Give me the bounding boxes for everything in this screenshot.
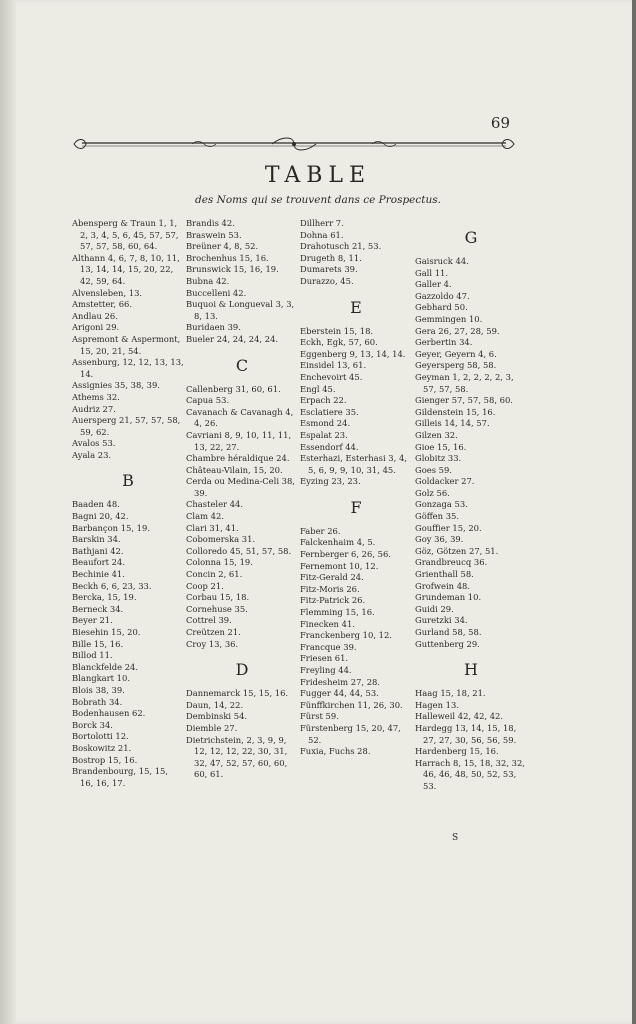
index-entry: Gonzaga 53. — [415, 499, 468, 510]
index-column-1 — [72, 218, 184, 789]
index-entry: Cavriani 8, 9, 10, 11, 11, 13, 22, 27. — [186, 429, 292, 452]
index-entry: Halleweil 42, 42, 42. — [415, 711, 504, 722]
index-entry: Boskowitz 21. — [72, 742, 132, 753]
index-entry: Gazzoldo 47. — [415, 290, 470, 301]
index-entry: Dannemarck 15, 15, 16. — [186, 688, 289, 699]
index-entry: Blangkart 10. — [72, 673, 130, 684]
index-entry: Guttenberg 29. — [415, 638, 480, 649]
index-entry: Gienger 57, 57, 58, 60. — [415, 395, 513, 406]
index-entry: Goy 36, 39. — [415, 534, 464, 545]
index-column-2 — [186, 218, 298, 781]
page-subtitle: des Noms qui se trouvent dans ce Prospectus. — [195, 194, 441, 206]
index-entry: Bortolotti 12. — [72, 731, 129, 742]
index-entry: Geyer, Geyern 4, 6. — [415, 348, 497, 359]
index-entry: Alvensleben, 13. — [72, 287, 143, 298]
index-entry: Grundeman 10. — [415, 592, 482, 603]
index-entry: Hardenberg 15, 16. — [415, 746, 499, 757]
index-entry: Faber 26. — [300, 525, 341, 536]
index-entry: Engl 45. — [300, 383, 336, 394]
index-entry: Harrach 8, 15, 18, 32, 32, 46, 46, 48, 50, 52, 53, 53. — [415, 757, 525, 791]
index-entry: Gurland 58, 58. — [415, 627, 482, 637]
index-entry: Eckh, Egk, 57, 60. — [300, 337, 378, 348]
index-entry: Baaden 48. — [72, 499, 120, 510]
index-entry: Drahotusch 21, 53. — [300, 241, 382, 252]
index-entry: Assenburg, 12, 12, 13, 13, 14. — [72, 357, 184, 379]
page-title: TABLE — [264, 163, 372, 188]
index-entry: Beyer 21. — [72, 615, 113, 626]
index-entry: Haag 15, 18, 21. — [415, 688, 486, 699]
index-entry: Grandbreucq 36. — [415, 557, 488, 568]
index-entry: Esclatiere 35. — [300, 406, 359, 417]
index-entry: Cottrel 39. — [186, 615, 232, 626]
index-entry: Beaufort 24. — [72, 557, 125, 568]
index-entry: Blois 38, 39. — [72, 684, 125, 695]
index-entry: Grienthall 58. — [415, 569, 474, 580]
index-entry: Fünffkirchen 11, 26, 30. — [300, 699, 403, 710]
index-entry: Gouffier 15, 20. — [415, 522, 482, 533]
index-entry: Gilleis 14, 14, 57. — [415, 418, 490, 429]
index-entry: Fuxia, Fuchs 28. — [300, 746, 371, 757]
index-entry: Bubna 42. — [186, 275, 230, 286]
index-entry: Golz 56. — [415, 487, 450, 498]
index-entry: Cerda ou Medina-Celi 38, 39. — [186, 476, 295, 498]
index-entry: Aspremont & Aspermont, 15, 20, 21, 54. — [72, 333, 181, 356]
index-entry: Enchevoirt 45. — [300, 371, 363, 382]
index-entry: Bechinie 41. — [72, 569, 125, 580]
index-entry: Fernemont 10, 12. — [300, 560, 379, 571]
index-entry: Creützen 21. — [186, 627, 241, 637]
index-entry: Gilzen 32. — [415, 429, 458, 440]
index-entry: Dembinski 54. — [186, 711, 248, 722]
index-entry: Essendorf 44. — [300, 441, 359, 452]
index-entry: Athems 32. — [72, 391, 120, 402]
index-entry: Erpach 22. — [300, 395, 347, 406]
index-entry: Flemming 15, 16. — [300, 607, 375, 618]
index-entry: Dumarets 39. — [300, 264, 358, 275]
index-entry: Bagni 20, 42. — [72, 511, 129, 522]
index-entry: Biesehin 15, 20. — [72, 627, 141, 637]
page-gutter — [0, 0, 16, 1024]
index-entry: Cobomerska 31. — [186, 534, 256, 545]
index-entry: Chasteler 44. — [186, 499, 244, 510]
index-entry: Fugger 44, 44, 53. — [300, 688, 379, 699]
index-entry: Brandis 42. — [186, 218, 235, 228]
index-entry: Clam 42. — [186, 511, 225, 522]
index-entry: Auersperg 21, 57, 57, 58, 59, 62. — [72, 415, 181, 437]
index-entry: Espalat 23. — [300, 429, 348, 440]
section-letter: E — [350, 297, 362, 317]
section-letter: D — [235, 660, 249, 680]
index-entry: Falckenhaim 4, 5. — [300, 537, 376, 548]
index-entry: Eyzing 23, 23. — [300, 476, 361, 487]
index-entry: Buridaen 39. — [186, 322, 241, 333]
index-entry: Galler 4. — [415, 279, 452, 290]
index-entry: Buccelleni 42. — [186, 287, 247, 298]
page-number: 69 — [490, 114, 510, 132]
index-entry: Cavanach & Cavanagh 4, 4, 26. — [186, 406, 294, 429]
index-entry: Goldacker 27. — [415, 476, 475, 487]
index-entry: Corbau 15, 18. — [186, 592, 250, 603]
index-entry: Breüner 4, 8, 52. — [186, 241, 259, 252]
index-entry: Guidi 29. — [415, 603, 454, 614]
index-entry: Capua 53. — [186, 395, 230, 406]
index-entry: Gaisruck 44. — [415, 256, 469, 266]
index-entry: Berneck 34. — [72, 603, 124, 614]
index-entry: Althann 4, 6, 7, 8, 10, 11, 13, 14, 14, 15, 20, 22, 42, 59, 64. — [72, 252, 180, 286]
section-letter: B — [122, 471, 134, 491]
index-entry: Francque 39. — [300, 641, 357, 652]
index-entry: Concin 2, 61. — [186, 569, 243, 580]
index-entry: Gerbertin 34. — [415, 337, 473, 348]
index-entry: Globitz 33. — [415, 453, 462, 464]
index-entry: Fridesheim 27, 28. — [300, 676, 381, 687]
index-entry: Brandenbourg, 15, 15, 16, 16, 17. — [72, 766, 169, 788]
index-entry: Bille 15, 16. — [72, 638, 124, 649]
index-column-3 — [300, 218, 412, 758]
index-entry: Eberstein 15, 18. — [300, 325, 374, 336]
index-entry: Billod 11. — [72, 650, 113, 661]
index-entry: Esterhazi, Esterhasi 3, 4, 5, 6, 9, 9, 10, 31, 45. — [300, 453, 407, 475]
index-entry: Friesen 61. — [300, 653, 349, 664]
index-entry: Fitz-Gerald 24. — [300, 572, 364, 583]
index-entry: Fitz-Moris 26. — [300, 583, 360, 594]
index-entry: Blanckfelde 24. — [72, 661, 139, 672]
index-entry: Bostrop 15, 16. — [72, 754, 138, 765]
index-entry: Dohna 61. — [300, 229, 344, 240]
index-entry: Hagen 13. — [415, 699, 459, 710]
index-column-4 — [415, 218, 527, 793]
index-entry: Geyman 1, 2, 2, 2, 2, 3, 57, 57, 58. — [415, 371, 514, 394]
index-entry: Fernberger 6, 26, 56. — [300, 549, 391, 560]
index-entry: Gebhard 50. — [415, 302, 468, 313]
index-entry: Beckh 6, 6, 23, 33. — [72, 580, 152, 591]
signature-mark: S — [452, 833, 459, 843]
index-entry: Buquoi & Longueval 3, 3, 8, 13. — [186, 299, 295, 321]
index-entry: Fürstenberg 15, 20, 47, 52. — [300, 722, 401, 745]
index-entry: Borck 34. — [72, 719, 113, 730]
index-entry: Finecken 41. — [300, 618, 355, 629]
index-entry: Bathjani 42. — [72, 545, 124, 556]
index-entry: Berckа, 15, 19. — [72, 592, 137, 603]
index-entry: Coop 21. — [186, 580, 224, 591]
section-letter: G — [464, 228, 478, 247]
index-entry: Cornehuse 35. — [186, 603, 248, 614]
index-entry: Audriz 27. — [72, 403, 116, 414]
index-entry: Gall 11. — [415, 267, 449, 278]
index-entry: Bueler 24, 24, 24, 24. — [186, 333, 279, 344]
index-entry: Diemble 27. — [186, 722, 238, 733]
index-entry: Amstetter, 66. — [72, 299, 133, 310]
index-entry: Gildenstein 15, 16. — [415, 406, 496, 417]
index-entry: Grofwein 48. — [415, 580, 471, 591]
index-entry: Colonna 15, 19. — [186, 557, 253, 568]
index-entry: Croy 13, 36. — [186, 638, 239, 649]
index-entry: Hardegg 13, 14, 15, 18, 27, 27, 30, 56, 56, 59. — [415, 722, 517, 745]
index-entry: Freyling 44. — [300, 665, 352, 675]
index-entry: Avalos 53. — [72, 438, 116, 449]
index-entry: Barskin 34. — [72, 534, 121, 545]
index-entry: Esmond 24. — [300, 418, 351, 429]
index-entry: Ayala 23. — [72, 449, 112, 460]
index-entry: Guretzki 34. — [415, 615, 468, 626]
index-entry: Arigoni 29. — [72, 322, 120, 333]
index-entry: Durazzo, 45. — [300, 275, 354, 286]
index-entry: Bodenhausen 62. — [72, 708, 146, 719]
index-entry: Gera 26, 27, 28, 59. — [415, 325, 500, 336]
ornamental-rule — [72, 134, 516, 154]
index-entry: Dietrichstein, 2, 3, 9, 9, 12, 12, 12, 22, 30, 31, 32, 47, 52, 57, 60, 60, 60, 61. — [186, 734, 288, 780]
index-entry: Gioe 15, 16. — [415, 441, 467, 452]
index-entry: Assignies 35, 38, 39. — [72, 380, 160, 391]
index-entry: Fitz-Patrick 26. — [300, 595, 366, 606]
index-entry: Chambre héraldique 24. — [186, 453, 290, 464]
index-entry: Franckenberg 10, 12. — [300, 630, 392, 641]
index-entry: Goes 59. — [415, 464, 452, 475]
index-entry: Fürst 59. — [300, 711, 339, 722]
index-entry: Drugeth 8, 11. — [300, 252, 362, 263]
index-entry: Geyersperg 58, 58. — [415, 360, 497, 371]
index-entry: Daun, 14, 22. — [186, 699, 244, 710]
section-letter: H — [464, 660, 478, 680]
index-entry: Abensperg & Traun 1, 1, 2, 3, 4, 5, 6, 45, 57, 57, 57, 57, 58, 60, 64. — [72, 218, 179, 252]
index-entry: Bobrath 34. — [72, 696, 123, 707]
index-entry: Göz, Götzen 27, 51. — [415, 545, 499, 556]
index-entry: Andlau 26. — [72, 310, 118, 321]
index-entry: Einsidel 13, 61. — [300, 360, 367, 371]
section-letter: C — [235, 355, 249, 375]
index-entry: Brochenhus 15, 16. — [186, 252, 269, 263]
index-entry: Braswein 53. — [186, 229, 242, 240]
index-entry: Colloredo 45, 51, 57, 58. — [186, 545, 292, 556]
index-entry: Brunswick 15, 16, 19. — [186, 264, 279, 275]
section-letter: F — [350, 497, 362, 517]
index-entry: Göffen 35. — [415, 511, 460, 522]
index-entry: Château-Vilain, 15, 20. — [186, 464, 283, 475]
index-entry: Callenberg 31, 60, 61. — [186, 383, 281, 394]
index-entry: Gemmingen 10. — [415, 313, 483, 324]
index-entry: Eggenberg 9, 13, 14, 14. — [300, 348, 406, 359]
index-entry: Clari 31, 41. — [186, 522, 239, 533]
index-entry: Dillherr 7. — [300, 218, 344, 228]
index-entry: Barbançon 15, 19. — [72, 522, 150, 533]
